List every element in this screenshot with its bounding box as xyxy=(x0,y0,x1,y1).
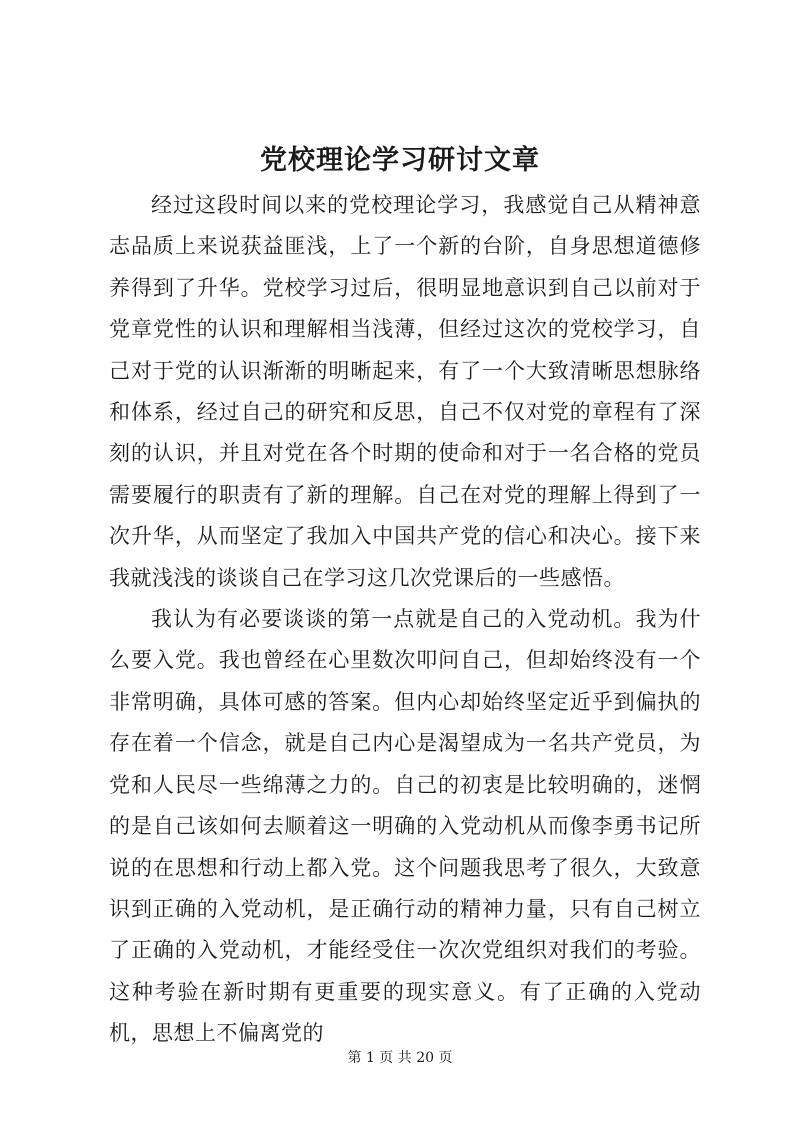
document-body xyxy=(109,185,701,1055)
paragraph-1: 经过这段时间以来的党校理论学习，我感觉自己从精神意志品质上来说获益匪浅，上了一个新的台阶，自身思想道德修养得到了升华。党校学习过后，很明显地意识到自己以前对于党章党性的认识和理解相当浅薄，但经过这次的党校学习，自己对于党的认识渐渐的明晰起来，有了一个大致清晰思想脉络和体系，经过自己的研究和反思，自己不仅对党的章程有了深刻的认识，并且对党在各个时期的使命和对于一名合格的党员需要履行的职责有了新的理解。自己在对党的理解上得到了一次升华，从而坚定了我加入中国共产党的信心和决心。接下来我就浅浅的谈谈自己在学习这几次党课后的一些感悟。 xyxy=(109,193,701,590)
page-number-footer: 第 1 页 共 20 页 xyxy=(347,1050,453,1066)
paragraph-2: 我认为有必要谈谈的第一点就是自己的入党动机。我为什么要入党。我也曾经在心里数次叩问自己，但却始终没有一个非常明确，具体可感的答案。但内心却始终坚定近乎到偏执的存在着一个信念，就是自己内心是渴望成为一名共产党员，为党和人民尽一些绵薄之力的。自己的初衷是比较明确的，迷惘的是自己该如何去顺着这一明确的入党动机从而像李勇书记所说的在思想和行动上都入党。这个问题我思考了很久，大致意识到正确的入党动机，是正确行动的精神力量，只有自己树立了正确的入党动机，才能经受住一次次党组织对我们的考验。这种考验在新时期有更重要的现实意义。有了正确的入党动机，思想上不偏离党的 xyxy=(109,607,701,1046)
document-title: 党校理论学习研讨文章 xyxy=(260,145,540,176)
